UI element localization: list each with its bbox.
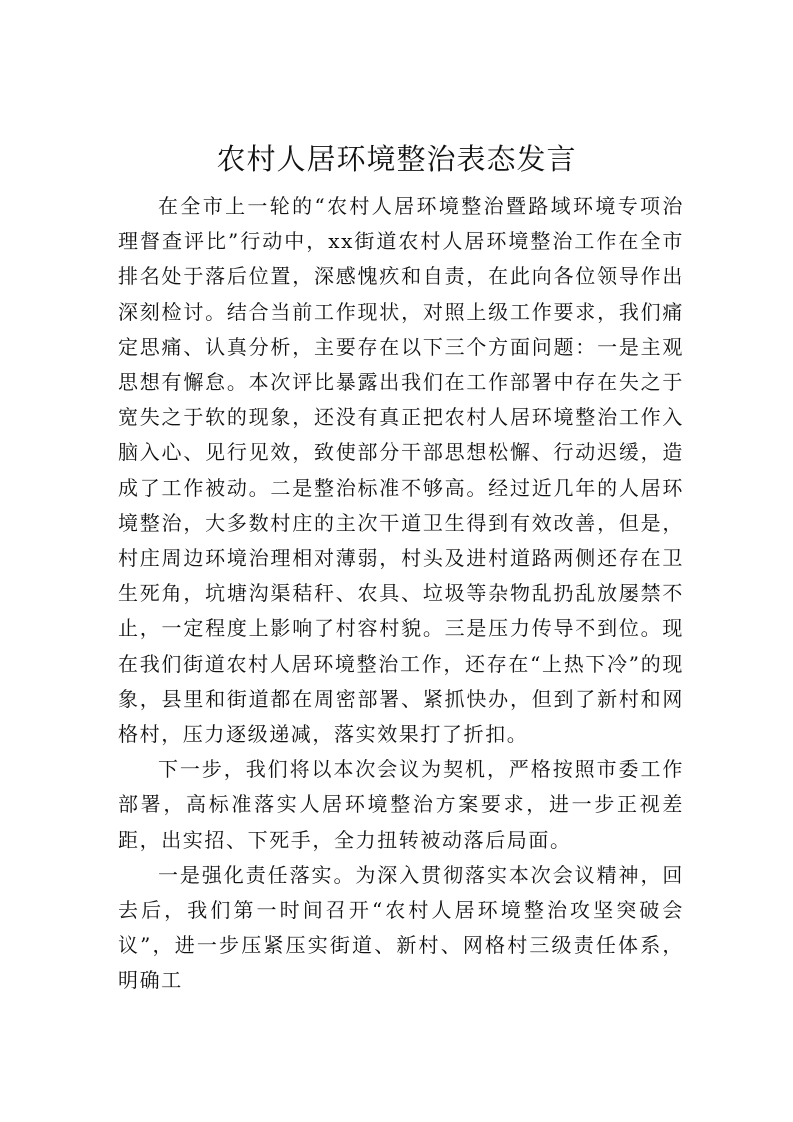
document-body [118, 189, 684, 999]
paragraph-2: 下一步，我们将以本次会议为契机，严格按照市委工作部署，高标准落实人居环境整治方案要求，进一步正视差距，出实招、下死手，全力扭转被动落后局面。 [118, 757, 684, 852]
document-title: 农村人居环境整治表态发言 [216, 142, 577, 176]
paragraph-3: 一是强化责任落实。为深入贯彻落实本次会议精神，回去后，我们第一时间召开“农村人居环境整治攻坚突破会议”，进一步压紧压实街道、新村、网格村三级责任体系，明确工 [118, 862, 684, 993]
paragraph-1: 在全市上一轮的“农村人居环境整治暨路域环境专项治理督查评比”行动中，xx街道农村人居环境整治工作在全市排名处于落后位置，深感愧疚和自责，在此向各位领导作出深刻检讨。结合当前工作现状，对照上级工作要求，我们痛定思痛、认真分析，主要存在以下三个方面问题：一是主观思想有懈怠。本次评比暴露出我们在工作部署中存在失之于宽失之于软的现象，还没有真正把农村人居环境整治工作入脑入心、见行见效，致使部分干部思想松懈、行动迟缓，造成了工作被动。二是整治标准不够高。经过近几年的人居环境整治，大多数村庄的主次干道卫生得到有效改善，但是，村庄周边环境治理相对薄弱，村头及进村道路两侧还存在卫生死角，坑塘沟渠秸秆、农具、垃圾等杂物乱扔乱放屡禁不止，一定程度上影响了村容村貌。三是压力传导不到位。现在我们街道农村人居环境整治工作，还存在“上热下冷”的现象，县里和街道都在周密部署、紧抓快办，但到了新村和网格村，压力逐级递减，落实效果打了折扣。 [118, 194, 684, 747]
